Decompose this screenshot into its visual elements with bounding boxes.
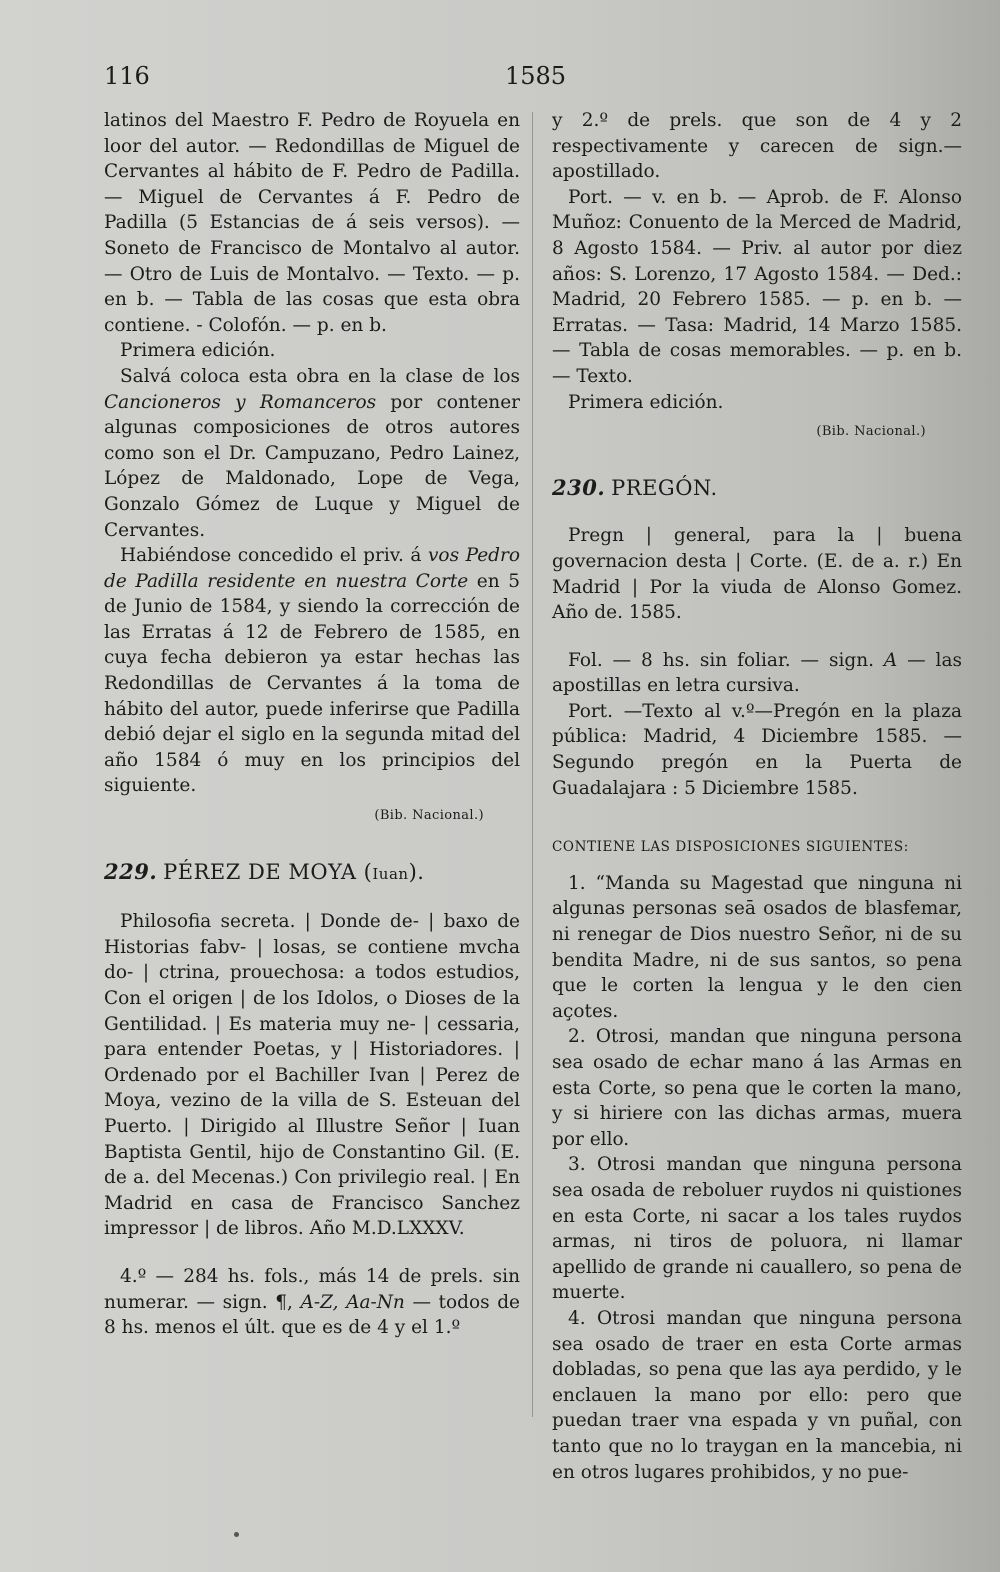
library-source: (Bib. Nacional.) (816, 424, 926, 440)
right-column (552, 108, 962, 1485)
running-head-year: 1585 (505, 62, 567, 90)
entry-228-contents: latinos del Maestro F. Pedro de Royuela en loor del autor. — Redondillas de Miguel de Cervantes al hábito de F. Pedro de Padilla. — Miguel de Cervantes á F. Pedro de Padilla (5 Estancias de á seis versos). — Soneto de Francisco de Montalvo al autor. — Otro de Luis de Montalvo. — Texto. — p. en b. — Tabla de las cosas que esta obra contiene. - Colofón. — p. en b. (104, 110, 520, 336)
entry-230-heading: 230. PREGÓN. (552, 474, 718, 500)
column-divider (532, 112, 533, 1417)
privilege-note: Habiéndose concedido el priv. á vos Pedro de Padilla residente en nuestra Corte en 5 de Junio de 1584, y siendo la corrección de las Erratas á 12 de Febrero de 1585, en cuya fecha debieron ya estar hechas las Redondillas de Cervantes á la toma de hábito del autor, puede inferirse que Padilla debió dejar el siglo en la segunda mitad del año 1584 ó muy en los principios del siguiente. (104, 545, 520, 797)
first-edition-note: Primera edición. (120, 340, 276, 362)
provision-2: 2. Otrosi, mandan que ninguna persona sea osado de echar mano á las Armas en esta Corte, so pena que le corten la mano, y si hiriere con las dichas armas, muera por ello. (552, 1026, 962, 1150)
entry-230-title: Pregn | general, para la | buena governacion desta | Corte. (E. de a. r.) En Madrid | Por la viuda de Alonso Gomez. Año de. 1585. (552, 525, 962, 624)
entry-229-description-cont: y 2.º de prels. que son de 4 y 2 respectivamente y carecen de sign.—apostillado. (552, 110, 962, 183)
salva-note: Salvá coloca esta obra en la clase de los Cancioneros y Romanceros por contener algunas composiciones de otros autores como son el Dr. Campuzano, Pedro Lainez, López de Maldonado, Lope de Vega, Gonzalo Gómez de Luque y Miguel de Cervantes. (104, 365, 520, 541)
page-number: 116 (104, 62, 150, 90)
ink-speck (234, 1532, 239, 1537)
entry-229-title: Philosofia secreta. | Donde de- | baxo de Historias fabv- | losas, se contiene mvcha do- | ctrina, prouechosa: a todos estudios, Con el origen | de los Idolos, o Dioses de la Gentilidad. | Es materia muy ne- | cessaria, para entender Poetas, y | Historiadores. | Ordenado por el Bachiller Ivan | Perez de Moya, vezino de la villa de S. Esteuan del Puerto. | Dirigido al Illustre Señor | Iuan Baptista Gentil, hijo de Constantino Gil. (E. de a. del Mecenas.) Con privilegio real. | En Madrid en casa de Francisco Sanchez impressor | de libros. Año M.D.LXXXV. (104, 911, 520, 1240)
entry-229-heading: 229. PÉREZ DE MOYA (Iuan). (104, 858, 425, 884)
first-edition-note: Primera edición. (568, 391, 724, 413)
left-column (104, 108, 520, 1341)
provision-1: 1. “Manda su Magestad que ninguna ni algunas personas seā osados de blasfemar, ni renegar de Dios nuestro Señor, ni de su bendita Madre, ni de sus santos, so pena que le corten la lengua y le den cien açotes. (552, 872, 962, 1022)
entry-230-port: Port. —Texto al v.º—Pregón en la plaza pública: Madrid, 4 Diciembre 1585. — Segundo pregón en la Puerta de Guadalajara : 5 Diciembre 1585. (552, 700, 962, 799)
entry-229-description: 4.º — 284 hs. fols., más 14 de prels. sin numerar. — sign. ¶, A-Z, Aa-Nn — todos de 8 hs. menos el últ. que es de 4 y el 1.º (104, 1265, 520, 1339)
entry-230-description: Fol. — 8 hs. sin foliar. — sign. A — las apostillas en letra cursiva. (552, 649, 962, 697)
provision-4: 4. Otrosi mandan que ninguna persona sea osado de traer en esta Corte armas dobladas, so pena que las aya perdido, y le enclauen la mano por ello: pero que puedan traer vna espada y vn puñal, con tanto que no lo traygan en la mancebia, ni en otros lugares prohibidos, y no pue- (552, 1307, 962, 1483)
library-source: (Bib. Nacional.) (374, 808, 484, 824)
entry-229-contents: Port. — v. en b. — Aprob. de F. Alonso Muñoz: Conuento de la Merced de Madrid, 8 Agosto 1584. — Priv. al autor por diez años: S. Lorenzo, 17 Agosto 1584. — Ded.: Madrid, 20 Febrero 1585. — p. en b. — Erratas. — Tasa: Madrid, 14 Marzo 1585. — Tabla de cosas memorables. — p. en b. — Texto. (552, 186, 962, 387)
provision-3: 3. Otrosi mandan que ninguna persona sea osada de reboluer ruydos ni quistiones en esta Corte, ni sacar a los tales ruydos armas, ni tiros de poluora, ni llamar apellido de grande ni cauallero, so pena de muerte. (552, 1154, 962, 1304)
contains-heading: CONTIENE LAS DISPOSICIONES SIGUIENTES: (552, 839, 909, 856)
